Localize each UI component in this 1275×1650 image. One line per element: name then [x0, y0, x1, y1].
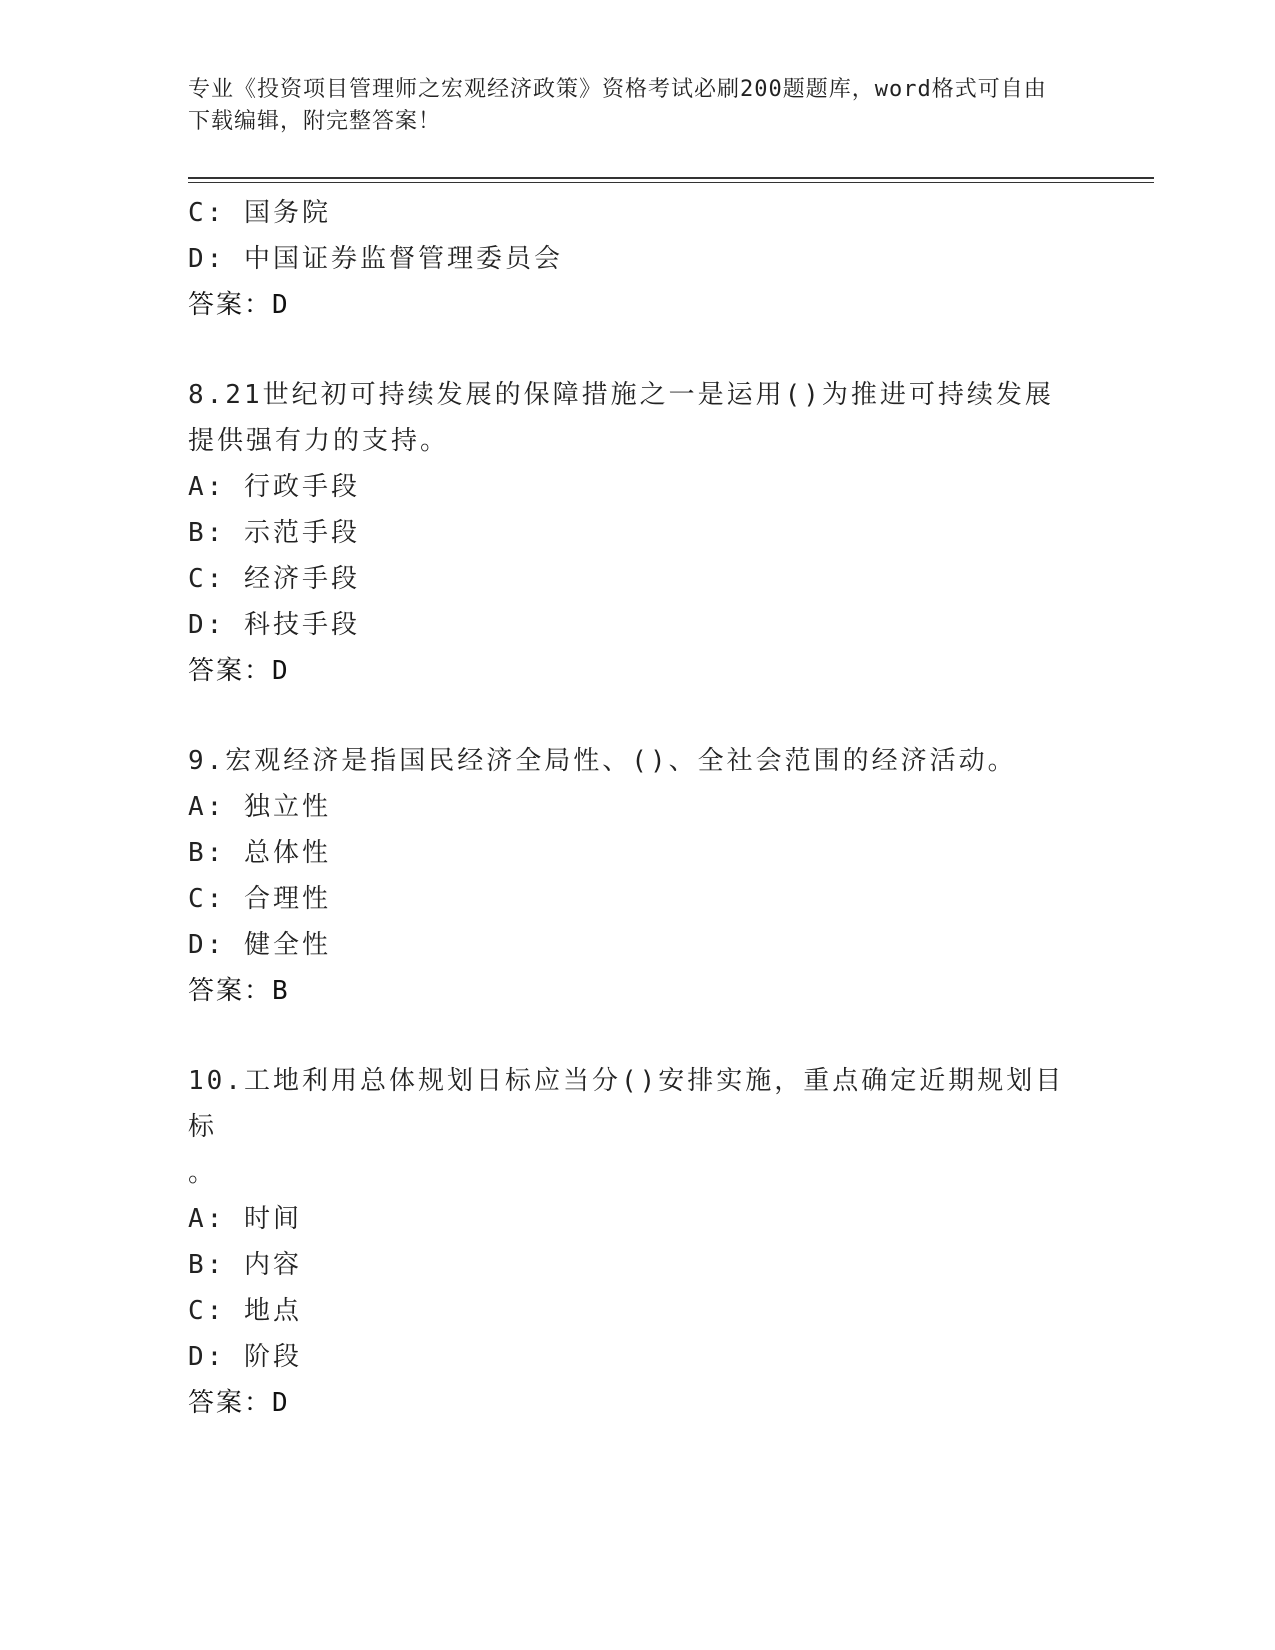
question-block-partial: [188, 190, 1088, 328]
answer-label: 答案：: [188, 1388, 273, 1418]
answer-line: [188, 282, 1088, 328]
question-block-10: [188, 1058, 1088, 1426]
answer-label: 答案：: [188, 976, 273, 1006]
option-a: A: 时间: [188, 1204, 302, 1234]
option-a: A: 独立性: [188, 792, 331, 822]
option-c: C: 合理性: [188, 884, 331, 914]
answer-line: [188, 968, 1088, 1014]
answer-value: D: [272, 290, 290, 320]
question-list: [188, 190, 1088, 1426]
header-divider-thin: [188, 182, 1154, 183]
answer-label: 答案：: [188, 290, 273, 320]
option-d: D: 科技手段: [188, 610, 360, 640]
option-d: D: 中国证券监督管理委员会: [188, 244, 563, 274]
option-d: D: 健全性: [188, 930, 331, 960]
question-text: 8.21世纪初可持续发展的保障措施之一是运用()为推进可持续发展提供强有力的支持。: [188, 380, 1054, 456]
option-c: C: 经济手段: [188, 564, 360, 594]
answer-line: [188, 648, 1088, 694]
question-block-8: [188, 372, 1088, 694]
option-c: C: 国务院: [188, 198, 331, 228]
option-b: B: 示范手段: [188, 518, 360, 548]
option-a: A: 行政手段: [188, 472, 360, 502]
answer-value: D: [272, 1388, 290, 1418]
question-block-9: [188, 738, 1088, 1014]
question-text: 9.宏观经济是指国民经济全局性、()、全社会范围的经济活动。: [188, 746, 1017, 776]
answer-label: 答案：: [188, 656, 273, 686]
option-c: C: 地点: [188, 1296, 302, 1326]
answer-value: B: [272, 976, 290, 1006]
option-b: B: 内容: [188, 1250, 302, 1280]
option-d: D: 阶段: [188, 1342, 302, 1372]
question-text: 10.工地利用总体规划日标应当分()安排实施，重点确定近期规划目标 。: [188, 1066, 1065, 1188]
header-divider-thick: [188, 177, 1154, 179]
option-b: B: 总体性: [188, 838, 331, 868]
answer-value: D: [272, 656, 290, 686]
document-header: 专业《投资项目管理师之宏观经济政策》资格考试必刷200题题库，word格式可自由下载编辑，附完整答案！: [188, 77, 1047, 134]
answer-line: [188, 1380, 1088, 1426]
